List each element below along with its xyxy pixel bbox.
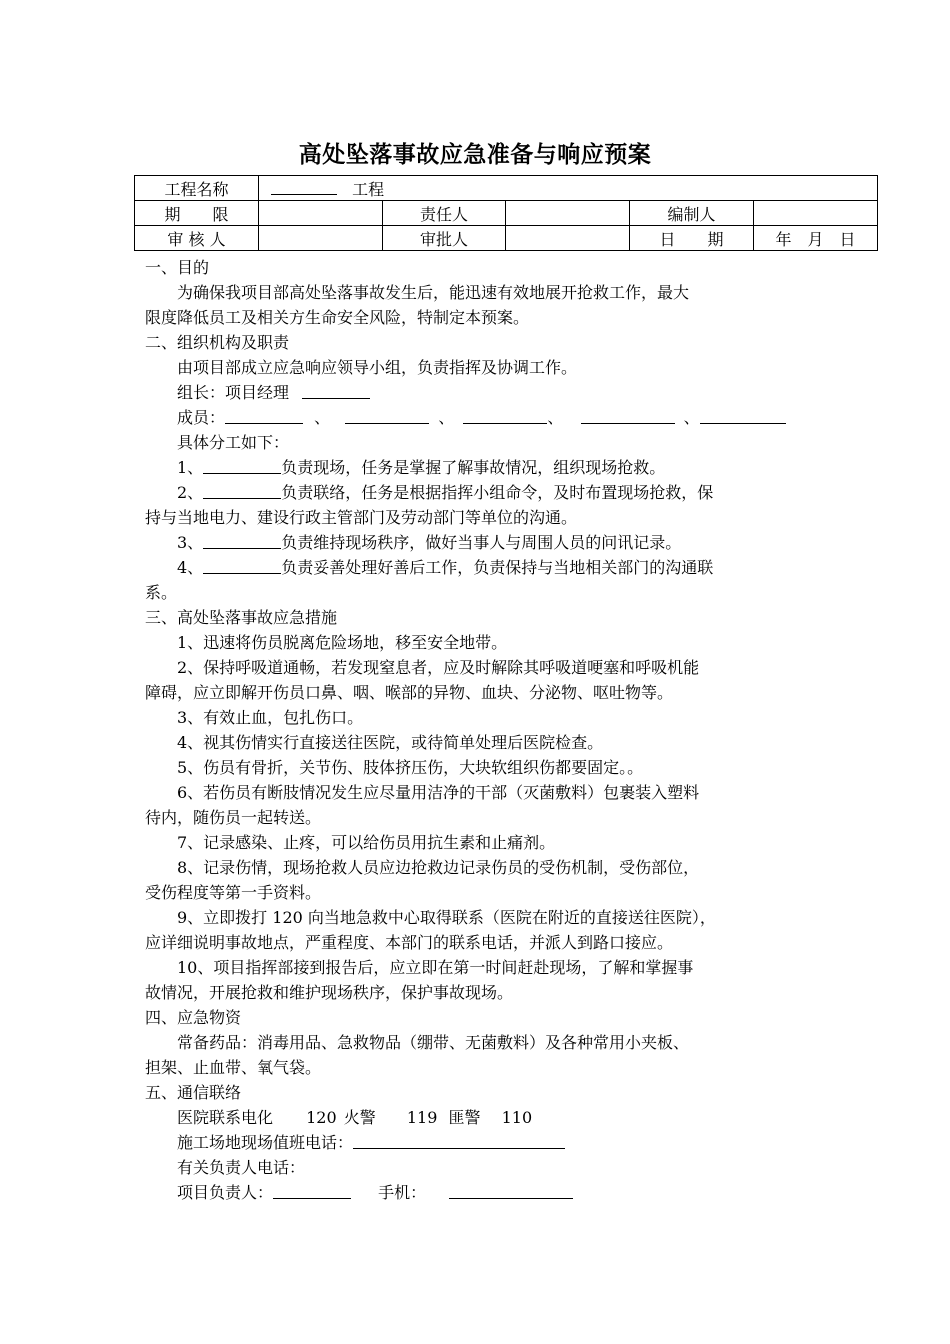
fire-label: 火警: [343, 1108, 376, 1127]
table-row: [135, 226, 878, 251]
paragraph: 待内，随伤员一起转送。: [145, 808, 322, 827]
members-label: 成员：: [177, 408, 226, 427]
member-blank[interactable]: [581, 409, 675, 424]
table-row: [135, 176, 878, 201]
hospital-number: 120: [306, 1108, 337, 1127]
paragraph: 障碍，应立即解开伤员口鼻、咽、喉部的异物、血块、分泌物、呕吐物等。: [145, 683, 674, 702]
table-row: [135, 201, 878, 226]
list-item: 1、迅速将伤员脱离危险场地，移至安全地带。: [177, 633, 508, 652]
duty-item: [145, 530, 810, 555]
document-title: 高处坠落事故应急准备与响应预案: [298, 142, 652, 168]
pm-blank[interactable]: [273, 1184, 351, 1199]
paragraph: 为确保我项目部高处坠落事故发生后，能迅速有效地展开抢救工作，最大: [177, 283, 690, 302]
paragraph: 限度降低员工及相关方生命安全风险，特制定本预案。: [145, 308, 530, 327]
member-blank[interactable]: [345, 409, 429, 424]
period-value[interactable]: [259, 201, 383, 226]
list-item: 5、伤员有骨折，关节伤、肢体挤压伤，大块软组织伤都要固定。。: [177, 758, 644, 777]
item-number: 3、: [177, 533, 204, 552]
duty-item: [145, 555, 810, 580]
item-number: 1、: [177, 458, 204, 477]
section-heading: 五、通信联络: [145, 1083, 242, 1102]
project-name-cell[interactable]: [259, 176, 878, 201]
contact-phone-line: [145, 1155, 810, 1180]
site-phone-blank[interactable]: [353, 1134, 565, 1149]
member-blank[interactable]: [700, 409, 786, 424]
responsible-label: 责任人: [383, 201, 506, 226]
list-item: 9、立即拨打 120 向当地急救中心取得联系（医院在附近的直接送往医院），: [177, 908, 716, 927]
separator: 、: [438, 408, 455, 427]
reviewer-value[interactable]: [259, 226, 383, 251]
leader-label: 组长：项目经理: [177, 383, 290, 402]
paragraph: 故情况，开展抢救和维护现场秩序，保护事故现场。: [145, 983, 514, 1002]
duty-blank[interactable]: [203, 559, 281, 574]
section-heading: 一、目的: [145, 258, 210, 277]
duty-item: [145, 480, 810, 505]
duty-blank[interactable]: [203, 459, 281, 474]
item-number: 4、: [177, 558, 204, 577]
list-item: 10、项目指挥部接到报告后，应立即在第一时间赶赴现场，了解和掌握事: [177, 958, 694, 977]
members-line: [145, 405, 810, 430]
police-label: 匪警: [448, 1108, 481, 1127]
document-body: [145, 255, 810, 1205]
pm-line: [145, 1180, 810, 1205]
list-item: 3、有效止血，包扎伤口。: [177, 708, 364, 727]
duty-blank[interactable]: [203, 534, 281, 549]
list-item: 2、保持呼吸道通畅，若发现窒息者，应及时解除其呼吸道哽塞和呼吸机能: [177, 658, 700, 677]
list-item: 4、视其伤情实行直接送往医院，或待简单处理后医院检查。: [177, 733, 604, 752]
reviewer-label: 审 核 人: [135, 226, 259, 251]
mobile-blank[interactable]: [449, 1184, 573, 1199]
info-table: [134, 175, 878, 251]
paragraph: 常备药品：消毒用品、急救物品（绷带、无菌敷料）及各种常用小夹板、: [177, 1033, 690, 1052]
list-item: 6、若伤员有断肢情况发生应尽量用洁净的干部（灭菌敷料）包裹装入塑料: [177, 783, 700, 802]
member-blank[interactable]: [463, 409, 547, 424]
duty-blank[interactable]: [203, 484, 281, 499]
mobile-label: 手机：: [378, 1183, 427, 1202]
duty-item: [145, 455, 810, 480]
contact-phone-label: 有关负责人电话：: [177, 1158, 306, 1177]
date-value[interactable]: 年 月 日: [754, 226, 878, 251]
hospital-label: 医院联系电化: [177, 1108, 274, 1127]
duty-text: 负责现场，任务是掌握了解事故情况，组织现场抢救。: [281, 458, 666, 477]
approver-label: 审批人: [383, 226, 506, 251]
list-item: 7、记录感染、止疼，可以给伤员用抗生素和止痛剂。: [177, 833, 556, 852]
separator: 、: [314, 408, 331, 427]
leader-line: [145, 380, 810, 405]
section-heading: 三、高处坠落事故应急措施: [145, 608, 338, 627]
separator: 、: [683, 408, 700, 427]
paragraph: 系。: [145, 583, 178, 602]
site-phone-line: [145, 1130, 810, 1155]
section-heading: 二、组织机构及职责: [145, 333, 290, 352]
paragraph: 具体分工如下：: [177, 433, 290, 452]
duty-text: 负责联络，任务是根据指挥小组命令，及时布置现场抢救，保: [281, 483, 714, 502]
project-name-blank[interactable]: [271, 178, 337, 195]
paragraph: 应详细说明事故地点，严重程度、本部门的联系电话，并派人到路口接应。: [145, 933, 674, 952]
pm-label: 项目负责人：: [177, 1183, 274, 1202]
duty-text: 负责维持现场秩序，做好当事人与周围人员的问讯记录。: [281, 533, 682, 552]
police-number: 110: [501, 1108, 533, 1127]
project-name-suffix: 工程: [352, 179, 385, 199]
approver-value[interactable]: [506, 226, 630, 251]
period-label: 期 限: [135, 201, 259, 226]
paragraph: 持与当地电力、建设行政主管部门及劳动部门等单位的沟通。: [145, 508, 578, 527]
emergency-numbers: [145, 1105, 810, 1130]
leader-blank[interactable]: [302, 384, 370, 399]
date-label: 日 期: [630, 226, 754, 251]
editor-label: 编制人: [630, 201, 754, 226]
paragraph: 担架、止血带、氧气袋。: [145, 1058, 322, 1077]
editor-value[interactable]: [754, 201, 878, 226]
paragraph: 受伤程度等第一手资料。: [145, 883, 322, 902]
section-heading: 四、应急物资: [145, 1008, 242, 1027]
fire-number: 119: [406, 1108, 438, 1127]
site-phone-label: 施工场地现场值班电话：: [177, 1133, 354, 1152]
project-name-label: 工程名称: [135, 176, 259, 201]
duty-text: 负责妥善处理好善后工作，负责保持与当地相关部门的沟通联: [281, 558, 714, 577]
separator: 、: [547, 408, 564, 427]
responsible-value[interactable]: [506, 201, 630, 226]
list-item: 8、记录伤情，现场抢救人员应边抢救边记录伤员的受伤机制，受伤部位，: [177, 858, 700, 877]
paragraph: 由项目部成立应急响应领导小组，负责指挥及协调工作。: [177, 358, 578, 377]
item-number: 2、: [177, 483, 204, 502]
member-blank[interactable]: [225, 409, 303, 424]
